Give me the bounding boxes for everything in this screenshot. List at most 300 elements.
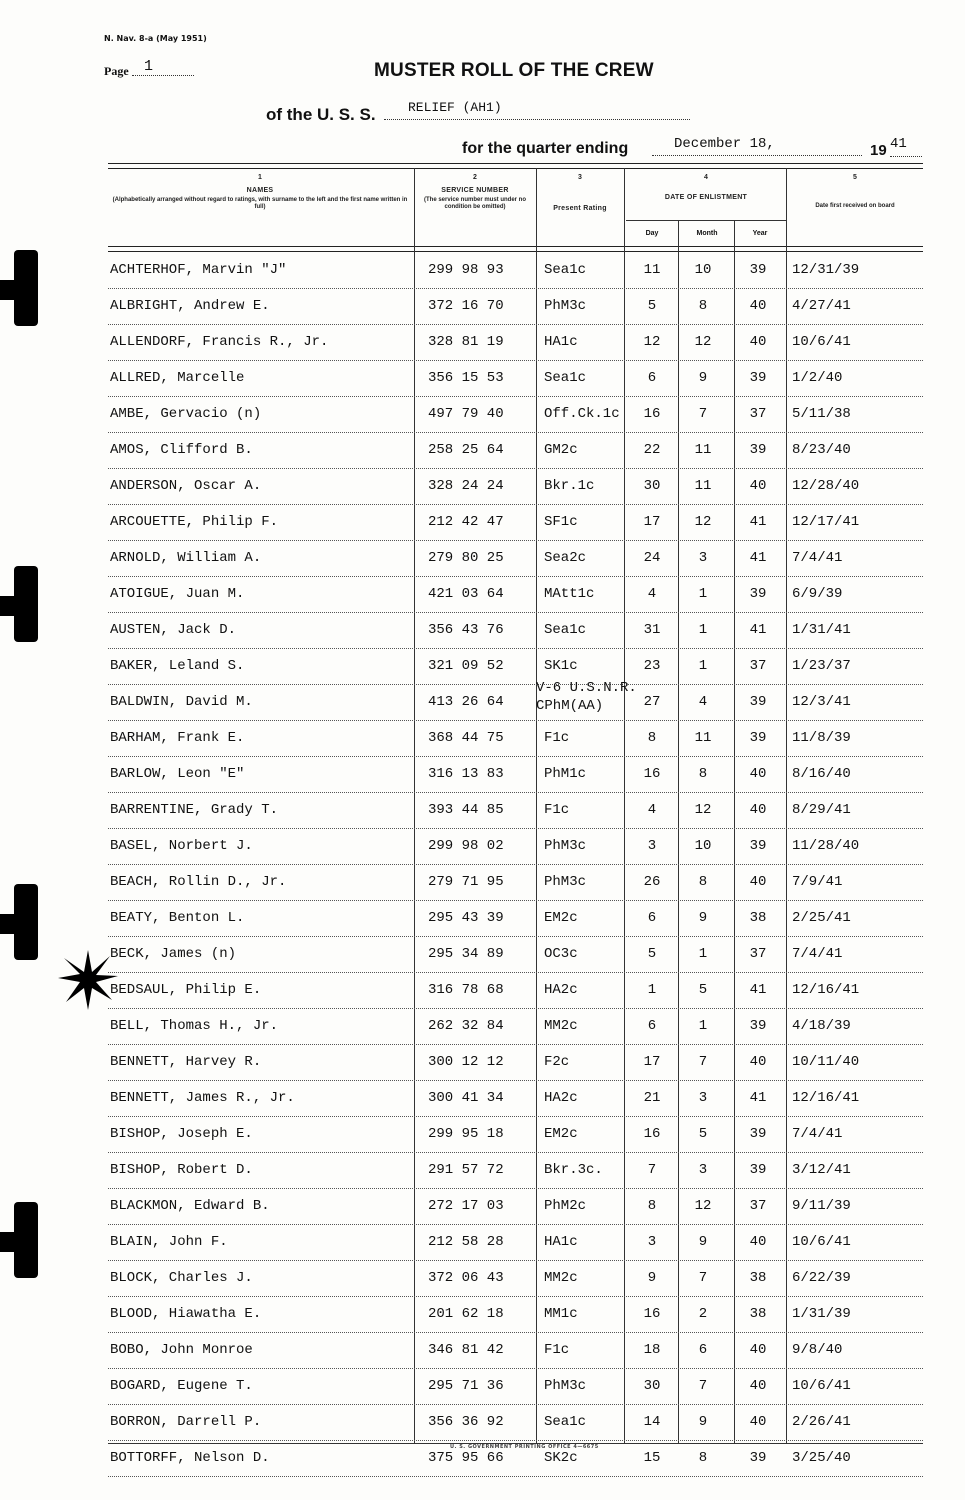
crew-name: BISHOP, Joseph E. xyxy=(110,1126,253,1142)
present-rating: HA1c xyxy=(544,1234,578,1250)
enlistment-year: 39 xyxy=(749,838,767,854)
present-rating: MAtt1c xyxy=(544,586,595,602)
service-number: 279 80 25 xyxy=(428,550,504,566)
enlistment-month: 5 xyxy=(698,1126,708,1142)
present-rating: SK2c xyxy=(544,1450,578,1466)
crew-name: BLOCK, Charles J. xyxy=(110,1270,253,1286)
crew-row xyxy=(108,757,923,793)
enlistment-month: 7 xyxy=(698,1270,708,1286)
crew-row xyxy=(108,577,923,613)
printer-imprint: U. S. GOVERNMENT PRINTING OFFICE 4—6675 xyxy=(450,1444,599,1450)
crew-row xyxy=(108,1153,923,1189)
enlistment-year: 39 xyxy=(749,1450,767,1466)
enlistment-day-header: Day xyxy=(645,230,659,237)
date-received: 3/12/41 xyxy=(792,1162,851,1178)
enlistment-day: 31 xyxy=(643,622,661,638)
enlistment-year: 39 xyxy=(749,262,767,278)
enlistment-day: 12 xyxy=(643,334,661,350)
enlistment-year: 39 xyxy=(749,694,767,710)
date-received: 12/3/41 xyxy=(792,694,851,710)
enlistment-day: 22 xyxy=(643,442,661,458)
date-received: 10/11/40 xyxy=(792,1054,860,1070)
page-label: Page xyxy=(104,64,129,78)
enlistment-year: 40 xyxy=(749,1414,767,1430)
date-received: 12/16/41 xyxy=(792,982,860,998)
crew-row xyxy=(108,937,923,973)
enlistment-year: 40 xyxy=(749,478,767,494)
enlistment-year: 39 xyxy=(749,586,767,602)
date-received: 1/31/41 xyxy=(792,622,851,638)
service-number: 393 44 85 xyxy=(428,802,504,818)
service-number: 300 41 34 xyxy=(428,1090,504,1106)
present-rating: EM2c xyxy=(544,910,578,926)
rating-col-title: Present Rating xyxy=(553,205,607,212)
service-number: 421 03 64 xyxy=(428,586,504,602)
crew-name: BAKER, Leland S. xyxy=(110,658,245,674)
date-received: 8/29/41 xyxy=(792,802,851,818)
enlistment-day: 15 xyxy=(643,1450,661,1466)
present-rating: PhM1c xyxy=(544,766,587,782)
crew-name: ARNOLD, William A. xyxy=(110,550,262,566)
rating-col-number: 3 xyxy=(578,174,582,181)
date-received: 11/8/39 xyxy=(792,730,851,746)
present-rating: PhM3c xyxy=(544,874,587,890)
present-rating: Sea2c xyxy=(544,550,587,566)
enlistment-column-header xyxy=(626,174,786,201)
present-rating: MM1c xyxy=(544,1306,578,1322)
present-rating: F1c xyxy=(544,730,570,746)
enlistment-month: 8 xyxy=(698,766,708,782)
enlistment-day: 21 xyxy=(643,1090,661,1106)
enlistment-col-title: DATE OF ENLISTMENT xyxy=(664,194,748,201)
present-rating: PhM3c xyxy=(544,838,587,854)
date-received: 7/9/41 xyxy=(792,874,843,890)
star-mark-icon xyxy=(56,948,120,1012)
service-number: 368 44 75 xyxy=(428,730,504,746)
date-received: 12/28/40 xyxy=(792,478,860,494)
service-number: 316 78 68 xyxy=(428,982,504,998)
enlistment-month: 9 xyxy=(698,1234,708,1250)
enlistment-day: 4 xyxy=(647,586,657,602)
enlistment-year: 39 xyxy=(749,1126,767,1142)
crew-row xyxy=(108,433,923,469)
enlistment-month: 11 xyxy=(694,730,712,746)
crew-name: BLAIN, John F. xyxy=(110,1234,228,1250)
enlistment-year: 38 xyxy=(749,910,767,926)
crew-row xyxy=(108,1117,923,1153)
crew-name: ALBRIGHT, Andrew E. xyxy=(110,298,270,314)
crew-row xyxy=(108,1189,923,1225)
enlistment-year: 40 xyxy=(749,298,767,314)
enlistment-year: 41 xyxy=(749,622,767,638)
enlistment-day: 18 xyxy=(643,1342,661,1358)
service-number: 295 71 36 xyxy=(428,1378,504,1394)
crew-row xyxy=(108,1009,923,1045)
ship-label: of the U. S. S. xyxy=(266,105,376,124)
enlistment-month: 1 xyxy=(698,658,708,674)
names-col-title: NAMES xyxy=(246,187,274,194)
enlistment-year: 41 xyxy=(749,550,767,566)
crew-name: ALLENDORF, Francis R., Jr. xyxy=(110,334,329,350)
date-received: 6/9/39 xyxy=(792,586,843,602)
enlistment-day: 8 xyxy=(647,730,657,746)
enlistment-day: 16 xyxy=(643,1306,661,1322)
present-rating: SK1c xyxy=(544,658,578,674)
service-number: 356 15 53 xyxy=(428,370,504,386)
crew-name: AUSTEN, Jack D. xyxy=(110,622,237,638)
enlistment-month: 7 xyxy=(698,1054,708,1070)
enlistment-month: 1 xyxy=(698,622,708,638)
crew-name: BELL, Thomas H., Jr. xyxy=(110,1018,279,1034)
service-number: 497 79 40 xyxy=(428,406,504,422)
present-rating: F2c xyxy=(544,1054,570,1070)
crew-row xyxy=(108,1297,923,1333)
enlistment-month: 7 xyxy=(698,406,708,422)
enlistment-year: 40 xyxy=(749,1054,767,1070)
crew-name: BENNETT, Harvey R. xyxy=(110,1054,262,1070)
enlistment-month: 3 xyxy=(698,1090,708,1106)
enlistment-day: 7 xyxy=(647,1162,657,1178)
service-number: 262 32 84 xyxy=(428,1018,504,1034)
crew-name: BOTTORFF, Nelson D. xyxy=(110,1450,270,1466)
present-rating: PhM3c xyxy=(544,1378,587,1394)
crew-name: BENNETT, James R., Jr. xyxy=(110,1090,295,1106)
crew-name: AMOS, Clifford B. xyxy=(110,442,253,458)
date-received: 11/28/40 xyxy=(792,838,860,854)
crew-table xyxy=(108,253,923,1477)
crew-row xyxy=(108,1045,923,1081)
service-number: 413 26 64 xyxy=(428,694,504,710)
enlistment-day: 16 xyxy=(643,1126,661,1142)
date-received: 5/11/38 xyxy=(792,406,851,422)
page-number: 1 xyxy=(132,58,194,76)
present-rating: EM2c xyxy=(544,1126,578,1142)
crew-name: BLACKMON, Edward B. xyxy=(110,1198,270,1214)
enlistment-day: 3 xyxy=(647,1234,657,1250)
enlistment-day: 3 xyxy=(647,838,657,854)
service-number: 272 17 03 xyxy=(428,1198,504,1214)
date-received: 10/6/41 xyxy=(792,1378,851,1394)
crew-row xyxy=(108,793,923,829)
enlistment-month: 1 xyxy=(698,946,708,962)
present-rating: CPhM(AA) xyxy=(536,698,604,714)
enlistment-day: 11 xyxy=(643,262,661,278)
present-rating: HA2c xyxy=(544,1090,578,1106)
service-number: 201 62 18 xyxy=(428,1306,504,1322)
enlistment-month: 6 xyxy=(698,1342,708,1358)
crew-row xyxy=(108,1261,923,1297)
quarter-date: December 18, xyxy=(652,136,862,156)
enlistment-month: 8 xyxy=(698,298,708,314)
crew-name: ARCOUETTE, Philip F. xyxy=(110,514,279,530)
enlistment-year: 41 xyxy=(749,1090,767,1106)
present-rating: MM2c xyxy=(544,1018,578,1034)
crew-name: BORRON, Darrell P. xyxy=(110,1414,262,1430)
enlistment-month: 10 xyxy=(694,838,712,854)
enlistment-col-number: 4 xyxy=(704,174,708,181)
enlistment-month: 11 xyxy=(694,442,712,458)
date-received: 12/31/39 xyxy=(792,262,860,278)
crew-name: ALLRED, Marcelle xyxy=(110,370,245,386)
service-number: 295 43 39 xyxy=(428,910,504,926)
crew-name: AMBE, Gervacio (n) xyxy=(110,406,262,422)
date-received: 6/22/39 xyxy=(792,1270,851,1286)
service-number: 295 34 89 xyxy=(428,946,504,962)
crew-row xyxy=(108,1081,923,1117)
header-top-rule xyxy=(108,163,923,169)
service-number: 372 06 43 xyxy=(428,1270,504,1286)
enlistment-year: 40 xyxy=(749,1378,767,1394)
date-received: 3/25/40 xyxy=(792,1450,851,1466)
crew-row xyxy=(108,397,923,433)
crew-name: ANDERSON, Oscar A. xyxy=(110,478,262,494)
enlistment-day: 17 xyxy=(643,1054,661,1070)
enlistment-year: 39 xyxy=(749,1018,767,1034)
date-received: 8/23/40 xyxy=(792,442,851,458)
date-received: 2/25/41 xyxy=(792,910,851,926)
present-rating: PhM2c xyxy=(544,1198,587,1214)
service-number: 328 24 24 xyxy=(428,478,504,494)
header-bottom-rule xyxy=(108,246,923,252)
service-number: 346 81 42 xyxy=(428,1342,504,1358)
present-rating: HA2c xyxy=(544,982,578,998)
enlistment-month: 9 xyxy=(698,1414,708,1430)
crew-name: BISHOP, Robert D. xyxy=(110,1162,253,1178)
enlistment-day: 1 xyxy=(647,982,657,998)
names-column-header xyxy=(108,174,412,211)
present-rating: Sea1c xyxy=(544,1414,587,1430)
enlistment-day: 16 xyxy=(643,406,661,422)
quarter-label: for the quarter ending xyxy=(462,140,629,157)
enlistment-day: 16 xyxy=(643,766,661,782)
service-number: 212 42 47 xyxy=(428,514,504,530)
enlistment-sub-rule xyxy=(626,220,786,221)
enlistment-month: 1 xyxy=(698,586,708,602)
present-rating: F1c xyxy=(544,802,570,818)
service-number: 299 95 18 xyxy=(428,1126,504,1142)
service-column-header xyxy=(416,174,534,211)
enlistment-day: 4 xyxy=(647,802,657,818)
crew-name: BECK, James (n) xyxy=(110,946,237,962)
enlistment-day: 24 xyxy=(643,550,661,566)
crew-row xyxy=(108,325,923,361)
enlistment-day: 6 xyxy=(647,910,657,926)
enlistment-year: 40 xyxy=(749,802,767,818)
crew-row xyxy=(108,1333,923,1369)
date-received: 7/4/41 xyxy=(792,550,843,566)
present-rating: OC3c xyxy=(544,946,578,962)
service-col-number: 2 xyxy=(473,174,477,181)
enlistment-day: 30 xyxy=(643,478,661,494)
received-col-title: Date first received on board xyxy=(815,203,895,209)
crew-row xyxy=(108,505,923,541)
enlistment-year: 37 xyxy=(749,406,767,422)
service-number: 299 98 02 xyxy=(428,838,504,854)
enlistment-month: 2 xyxy=(698,1306,708,1322)
crew-row xyxy=(108,613,923,649)
date-received: 9/8/40 xyxy=(792,1342,843,1358)
service-number: 258 25 64 xyxy=(428,442,504,458)
crew-row xyxy=(108,1369,923,1405)
date-received: 8/16/40 xyxy=(792,766,851,782)
enlistment-year: 40 xyxy=(749,334,767,350)
enlistment-month: 1 xyxy=(698,1018,708,1034)
enlistment-day: 30 xyxy=(643,1378,661,1394)
date-received: 4/27/41 xyxy=(792,298,851,314)
enlistment-year: 38 xyxy=(749,1306,767,1322)
crew-name: BEATY, Benton L. xyxy=(110,910,245,926)
enlistment-year: 39 xyxy=(749,442,767,458)
crew-name: BASEL, Norbert J. xyxy=(110,838,253,854)
crew-row xyxy=(108,289,923,325)
crew-name: BEDSAUL, Philip E. xyxy=(110,982,262,998)
present-rating: MM2c xyxy=(544,1270,578,1286)
enlistment-year: 40 xyxy=(749,1234,767,1250)
enlistment-day: 5 xyxy=(647,298,657,314)
service-col-subtitle: (The service number must under no condition be omitted) xyxy=(423,197,527,210)
present-rating: Sea1c xyxy=(544,370,587,386)
enlistment-year: 37 xyxy=(749,1198,767,1214)
service-number: 299 98 93 xyxy=(428,262,504,278)
form-number: N. Nav. 8-a (May 1951) xyxy=(104,34,207,43)
enlistment-year: 40 xyxy=(749,874,767,890)
service-number: 356 36 92 xyxy=(428,1414,504,1430)
present-rating: SF1c xyxy=(544,514,578,530)
crew-row xyxy=(108,649,923,685)
service-number: 375 95 66 xyxy=(428,1450,504,1466)
crew-row xyxy=(108,901,923,937)
present-rating: PhM3c xyxy=(544,298,587,314)
service-number: 316 13 83 xyxy=(428,766,504,782)
enlistment-month: 12 xyxy=(694,1198,712,1214)
ship-name: RELIEF (AH1) xyxy=(384,100,690,120)
enlistment-month: 12 xyxy=(694,334,712,350)
rating-column-header xyxy=(538,174,622,212)
enlistment-day: 9 xyxy=(647,1270,657,1286)
crew-row xyxy=(108,469,923,505)
date-received: 4/18/39 xyxy=(792,1018,851,1034)
crew-row xyxy=(108,865,923,901)
enlistment-year: 39 xyxy=(749,370,767,386)
crew-name: BARHAM, Frank E. xyxy=(110,730,245,746)
enlistment-month: 12 xyxy=(694,514,712,530)
service-number: 291 57 72 xyxy=(428,1162,504,1178)
date-received: 1/2/40 xyxy=(792,370,843,386)
enlistment-day: 23 xyxy=(643,658,661,674)
enlistment-day: 6 xyxy=(647,370,657,386)
crew-name: BEACH, Rollin D., Jr. xyxy=(110,874,287,890)
enlistment-month: 3 xyxy=(698,550,708,566)
crew-name: ATOIGUE, Juan M. xyxy=(110,586,245,602)
enlistment-year: 41 xyxy=(749,514,767,530)
received-column-header xyxy=(790,174,920,210)
service-number: 321 09 52 xyxy=(428,658,504,674)
enlistment-month: 9 xyxy=(698,370,708,386)
date-received: 2/26/41 xyxy=(792,1414,851,1430)
year-prefix: 19 xyxy=(870,142,887,159)
present-rating: Bkr.3c. xyxy=(544,1162,603,1178)
page-title: MUSTER ROLL OF THE CREW xyxy=(374,60,654,81)
enlistment-day: 17 xyxy=(643,514,661,530)
crew-row xyxy=(108,541,923,577)
enlistment-month: 8 xyxy=(698,1450,708,1466)
enlistment-month: 7 xyxy=(698,1378,708,1394)
enlistment-year: 37 xyxy=(749,658,767,674)
enlistment-month: 3 xyxy=(698,1162,708,1178)
crew-name: BARLOW, Leon "E" xyxy=(110,766,245,782)
crew-name: BOBO, John Monroe xyxy=(110,1342,253,1358)
enlistment-day: 27 xyxy=(643,694,661,710)
enlistment-month-header: Month xyxy=(696,230,718,237)
present-rating: Sea1c xyxy=(544,262,587,278)
enlistment-year: 38 xyxy=(749,1270,767,1286)
enlistment-year: 40 xyxy=(749,1342,767,1358)
enlistment-month: 5 xyxy=(698,982,708,998)
present-rating: HA1c xyxy=(544,334,578,350)
present-rating: F1c xyxy=(544,1342,570,1358)
service-number: 279 71 95 xyxy=(428,874,504,890)
service-number: 212 58 28 xyxy=(428,1234,504,1250)
quarter-year: 41 xyxy=(890,136,922,157)
crew-name: ACHTERHOF, Marvin "J" xyxy=(110,262,287,278)
enlistment-month: 11 xyxy=(694,478,712,494)
date-received: 10/6/41 xyxy=(792,334,851,350)
enlistment-year: 40 xyxy=(749,766,767,782)
enlistment-day: 8 xyxy=(647,1198,657,1214)
crew-name: BLOOD, Hiawatha E. xyxy=(110,1306,262,1322)
crew-row xyxy=(108,1225,923,1261)
enlistment-year: 39 xyxy=(749,1162,767,1178)
enlistment-month: 8 xyxy=(698,874,708,890)
names-col-subtitle: (Alphabetically arranged without regard to ratings, with surname to the left and the first name written in full) xyxy=(112,197,408,210)
enlistment-year-header: Year xyxy=(752,230,768,237)
crew-row xyxy=(108,721,923,757)
service-number: 300 12 12 xyxy=(428,1054,504,1070)
rating-note: V-6 U.S.N.R. xyxy=(536,680,637,696)
received-col-number: 5 xyxy=(853,174,857,181)
enlistment-month: 4 xyxy=(698,694,708,710)
crew-row xyxy=(108,829,923,865)
crew-row xyxy=(108,361,923,397)
service-col-title: SERVICE NUMBER xyxy=(441,187,509,194)
enlistment-day: 26 xyxy=(643,874,661,890)
crew-row xyxy=(108,1405,923,1441)
date-received: 12/17/41 xyxy=(792,514,860,530)
service-number: 372 16 70 xyxy=(428,298,504,314)
enlistment-day: 14 xyxy=(643,1414,661,1430)
crew-row xyxy=(108,253,923,289)
enlistment-month: 12 xyxy=(694,802,712,818)
date-received: 12/16/41 xyxy=(792,1090,860,1106)
enlistment-year: 41 xyxy=(749,982,767,998)
crew-row xyxy=(108,680,923,721)
date-received: 10/6/41 xyxy=(792,1234,851,1250)
service-number: 328 81 19 xyxy=(428,334,504,350)
enlistment-month: 9 xyxy=(698,910,708,926)
enlistment-day: 5 xyxy=(647,946,657,962)
date-received: 1/31/39 xyxy=(792,1306,851,1322)
crew-name: BARRENTINE, Grady T. xyxy=(110,802,279,818)
date-received: 7/4/41 xyxy=(792,1126,843,1142)
enlistment-year: 37 xyxy=(749,946,767,962)
present-rating: Sea1c xyxy=(544,622,587,638)
present-rating: Off.Ck.1c xyxy=(544,406,620,422)
service-number: 356 43 76 xyxy=(428,622,504,638)
enlistment-day: 6 xyxy=(647,1018,657,1034)
date-received: 7/4/41 xyxy=(792,946,843,962)
names-col-number: 1 xyxy=(258,174,262,181)
crew-name: BALDWIN, David M. xyxy=(110,694,253,710)
